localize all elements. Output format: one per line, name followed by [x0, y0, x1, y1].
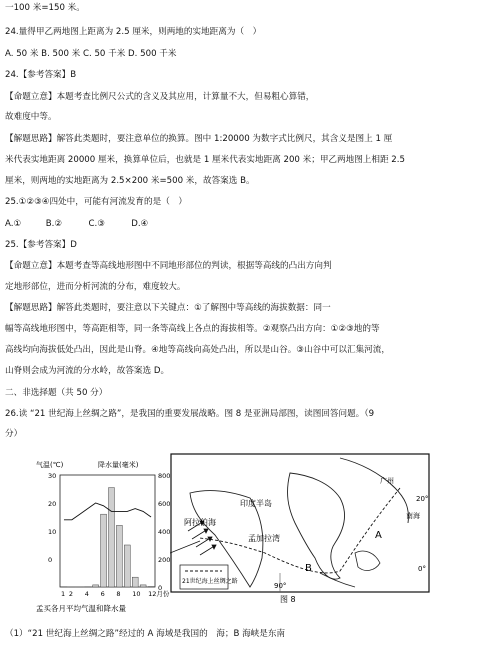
map-legend-box — [180, 565, 228, 589]
chart-frame — [60, 475, 155, 587]
option-b: B.② — [45, 219, 63, 229]
month-tick-label: 1 — [61, 590, 66, 598]
precip-tick-label: 200 — [158, 556, 171, 564]
answer-24: 24.【参考答案】B — [5, 70, 77, 80]
temp-axis-label: 气温(℃) — [36, 461, 64, 469]
section-heading: 二、非选择题（共 50 分） — [5, 388, 108, 398]
precip-axis-label: 降水量(毫米) — [98, 461, 139, 469]
lon-label: 90° — [274, 582, 287, 590]
month-tick-label: 6 — [100, 590, 105, 598]
temp-tick-label: 30 — [48, 472, 57, 480]
month-tick-label: 10 — [132, 590, 141, 598]
answer-25-thinking-4: 山脊则会成为河流的分水岭，故答案选 D。 — [5, 366, 170, 376]
figure-8 — [30, 453, 450, 618]
month-tick-label: 12月份 — [148, 590, 170, 598]
question-24-options: A. 50 米 B. 500 米 C. 50 千米 D. 500 千米 — [5, 49, 177, 59]
question-26: 26.读 “21 世纪海上丝绸之路”，是我国的重要发展战略。图 8 是亚洲局部图，读图回答问题。（9 — [5, 409, 375, 419]
equator-label: 0° — [418, 565, 426, 573]
label-india: 印度半岛 — [240, 499, 272, 508]
temp-tick-label: 0 — [48, 556, 53, 564]
month-tick-label: 8 — [116, 590, 121, 598]
answer-25-thinking-2: 幅等高线地形图中，等高距相等，同一条等高线上各点的海拔相等。②观察凸出方向：①②③地的等 — [5, 324, 380, 334]
answer-24-intent: 【命题立意】本题考查比例尺公式的含义及其应用，计算量不大，但易粗心算错， — [5, 92, 315, 102]
asia-map — [170, 453, 430, 603]
question-26-part-1: （1）“21 世纪海上丝绸之路”经过的 A 海域是我国的 海；B 海峡是东南 — [5, 629, 286, 639]
precip-bar-8 — [116, 525, 122, 587]
climate-chart — [30, 453, 180, 618]
precip-bar-10 — [132, 577, 138, 587]
answer-25: 25.【参考答案】D — [5, 240, 77, 250]
answer-25-thinking-3: 高线均向海拔低处凸出，因此是山脊。④地等高线向高处凸出，所以是山谷。③山谷中可以汇集河流， — [5, 345, 390, 355]
answer-24-thinking-3: 厘米，则两地的实地距离为 2.5×200 米=500 米，故答案选 B。 — [5, 176, 255, 186]
temperature-line — [64, 503, 151, 520]
label-sea: 南海 — [406, 512, 420, 520]
answer-25-intent-2: 定地形部位，进而分析河流的分布，难度较大。 — [5, 282, 186, 292]
label-arabian-sea: 阿拉伯海 — [184, 518, 216, 527]
precip-bar-9 — [124, 545, 130, 587]
month-tick-label: 4 — [84, 590, 89, 598]
question-24: 24.量得甲乙两地图上距离为 2.5 厘米，则两地的实地距离为（ ） — [5, 27, 262, 37]
precip-tick-label: 400 — [158, 528, 171, 536]
precip-tick-label: 0 — [158, 584, 163, 592]
option-c: C.③ — [88, 219, 105, 229]
answer-24-thinking-1: 【解题思路】解答此类题时，要注意单位的换算。图中 1:20000 为数字式比例尺，其含义是图上 1 厘 — [5, 134, 393, 144]
temp-tick-label: 10 — [48, 528, 57, 536]
text-line-1: 一100 米=150 米。 — [5, 3, 85, 13]
map-legend-text: 21世纪海上丝绸之路 — [182, 578, 238, 585]
option-a: A.① — [5, 219, 22, 229]
answer-24-intent-2: 故难度中等。 — [5, 112, 57, 122]
question-25: 25.①②③④四处中，可能有河流发育的是（ ） — [5, 197, 187, 207]
question-25-options — [5, 218, 471, 230]
precip-tick-label: 800 — [158, 472, 171, 480]
option-d: D.④ — [131, 219, 149, 229]
map-caption: 图 8 — [280, 595, 296, 603]
precip-tick-label: 600 — [158, 500, 171, 508]
answer-25-intent: 【命题立意】本题考查等高线地形图中不同地形部位的判读，根据等高线的凸出方向判 — [5, 261, 332, 271]
answer-25-thinking-1: 【解题思路】解答此类题时，要注意以下关键点：①了解图中等高线的海拔数据：同一 — [5, 303, 331, 313]
question-26-score: 分） — [5, 429, 23, 439]
month-tick-label: 2 — [68, 590, 74, 598]
lat-label: 20° — [416, 495, 429, 503]
precip-bar-6 — [101, 514, 107, 587]
label-guangzhou: 广州 — [380, 477, 394, 485]
precip-bar-11 — [140, 585, 146, 587]
precip-bar-7 — [109, 488, 115, 587]
precip-bar-5 — [93, 585, 99, 587]
label-a: A — [375, 530, 382, 541]
answer-24-thinking-2: 米代表实地距离 20000 厘米，换算单位后，也就是 1 厘米代表实地距离 200 米；甲乙两地图上相距 2.5 — [5, 155, 405, 165]
label-b: B — [305, 563, 312, 574]
temp-tick-label: 20 — [48, 500, 57, 508]
chart-title: 孟买各月平均气温和降水量 — [36, 604, 126, 613]
label-bay: 孟加拉湾 — [248, 534, 280, 543]
